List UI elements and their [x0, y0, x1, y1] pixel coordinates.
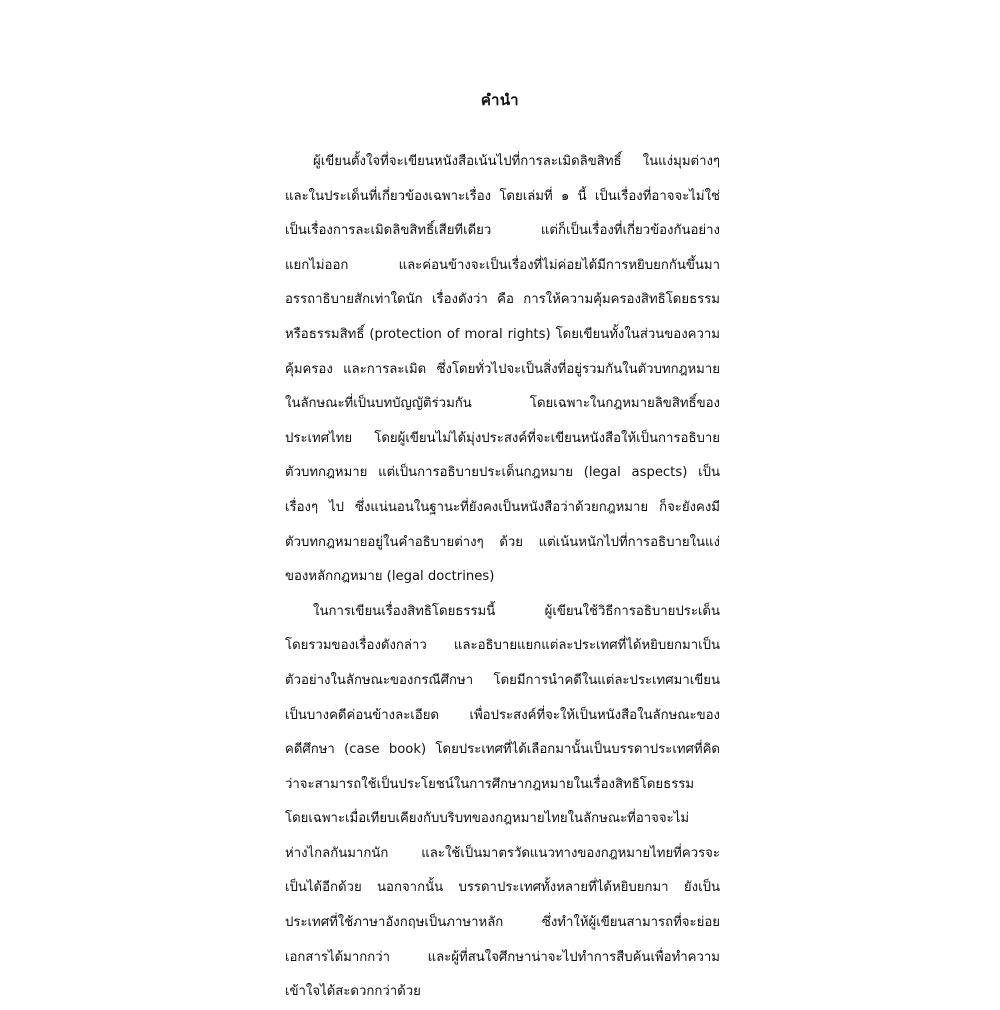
text-line: โดยรวมของเรื่องดังกล่าว และอธิบายแยกแต่ละประเทศที่ได้หยิบยกมาเป็น [285, 638, 720, 654]
text-line: ในลักษณะที่เป็นบทบัญญัติร่วมกัน โดยเฉพาะในกฎหมายลิขสิทธิ์ของ [285, 396, 720, 412]
text-line: เข้าใจได้สะดวกกว่าด้วย [285, 984, 421, 1000]
text-line: คุ้มครอง และการละเมิด ซึ่งโดยทั่วไปจะเป็นสิ่งที่อยู่รวมกันในตัวบทกฎหมาย [285, 361, 720, 377]
text-line: ในการเขียนเรื่องสิทธิโดยธรรมนี้ ผู้เขียนใช้วิธีการอธิบายประเด็น [313, 603, 720, 619]
text-line: คดีศึกษา (case book) โดยประเทศที่ได้เลือกมานั้นเป็นบรรดาประเทศที่คิด [285, 742, 720, 758]
text-line: ผู้เขียนตั้งใจที่จะเขียนหนังสือเน้นไปที่การละเมิดลิขสิทธิ์ ในแง่มุมต่างๆ [313, 154, 720, 169]
text-line: โดยเฉพาะเมื่อเทียบเคียงกับบริบทของกฎหมายไทยในลักษณะที่อาจจะไม่ [285, 811, 690, 827]
text-line: ตัวบทกฎหมาย แต่เป็นการอธิบายประเด็นกฎหมาย (legal aspects) เป็น [285, 465, 720, 481]
text-line: และในประเด็นที่เกี่ยวข้องเฉพาะเรื่อง โดยเล่มที่ ๑ นี้ เป็นเรื่องที่อาจจะไม่ใช่ [285, 188, 720, 204]
text-line: เป็นเรื่องการละเมิดลิขสิทธิ์เสียทีเดียว แต่ก็เป็นเรื่องที่เกี่ยวข้องกันอย่าง [285, 223, 720, 239]
page-title: คำนำ [480, 91, 520, 109]
text-line: หรือธรรมสิทธิ์ (protection of moral rights) โดยเขียนทั้งในส่วนของความ [285, 326, 720, 342]
text-line: ตัวอย่างในลักษณะของกรณีศึกษา โดยมีการนำคดีในแต่ละประเทศมาเขียน [285, 672, 720, 688]
text-line: ว่าจะสามารถใช้เป็นประโยชน์ในการศึกษากฎหมายในเรื่องสิทธิโดยธรรม [285, 776, 695, 792]
text-line: เอกสารได้มากกว่า และผู้ที่สนใจศึกษาน่าจะไปทำการสืบค้นเพื่อทำความ [285, 949, 720, 965]
text-line: ประเทศที่ใช้ภาษาอังกฤษเป็นภาษาหลัก ซึ่งทำให้ผู้เขียนสามารถที่จะย่อย [285, 915, 720, 931]
text-line: ของหลักกฎหมาย (legal doctrines) [285, 569, 495, 585]
text-line: ตัวบทกฎหมายอยู่ในคำอธิบายต่างๆ ด้วย แต่เน้นหนักไปที่การอธิบายในแง่ [285, 534, 720, 550]
text-line: อรรถาธิบายสักเท่าใดนัก เรื่องดังว่า คือ การให้ความคุ้มครองสิทธิโดยธรรม [285, 292, 720, 308]
text-line: เรื่องๆ ไป ซึ่งแน่นอนในฐานะที่ยังคงเป็นหนังสือว่าด้วยกฎหมาย ก็จะยังคงมี [285, 499, 720, 515]
text-line: แยกไม่ออก และค่อนข้างจะเป็นเรื่องที่ไม่ค่อยได้มีการหยิบยกกันขึ้นมา [285, 257, 720, 273]
preface-body [285, 145, 720, 1010]
text-line: ประเทศไทย โดยผู้เขียนไม่ได้มุ่งประสงค์ที่จะเขียนหนังสือให้เป็นการอธิบาย [285, 430, 720, 446]
text-line: ห่างไกลกันมากนัก และใช้เป็นมาตรวัดแนวทางของกฎหมายไทยที่ควรจะ [285, 845, 720, 861]
text-line: เป็นบางคดีค่อนข้างละเอียด เพื่อประสงค์ที่จะให้เป็นหนังสือในลักษณะของ [285, 707, 720, 723]
text-line: เป็นได้อีกด้วย นอกจากนั้น บรรดาประเทศทั้งหลายที่ได้หยิบยกมา ยังเป็น [285, 880, 720, 896]
